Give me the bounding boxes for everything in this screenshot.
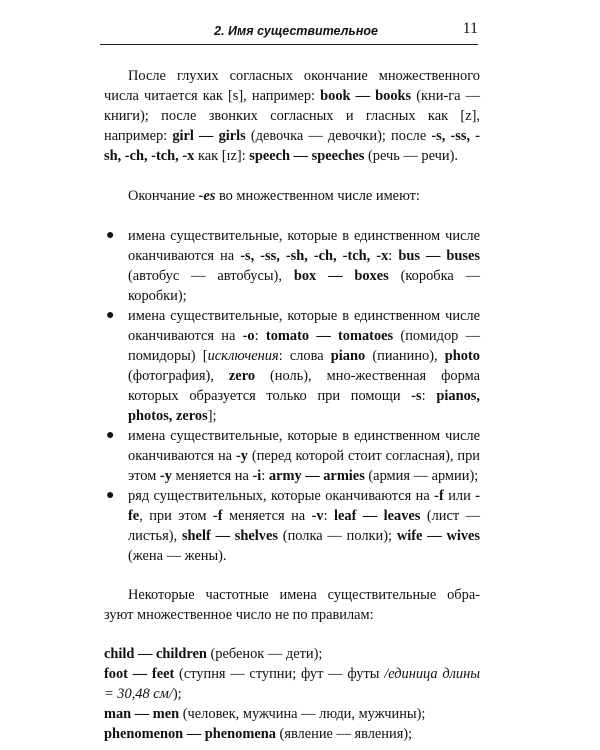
bullet-icon: ● [106,428,115,443]
example-line: phenomenon — phenomena (явление — явления); [104,726,413,742]
list-item: ● ряд существительных, которые оканчиваются на -f или -fe, при этом -f меняется на -v: leaf — leaves (лист — листья), shelf — shelves (полка — полки); wife — wives (жена — жены). [106,488,481,564]
irregular-examples [104,644,480,744]
paragraph-es-intro: Окончание -es во множественном числе имеют: [128,188,420,204]
running-header [100,18,478,45]
list-item: ● имена существительные, которые в единственном числе оканчиваются на -o: tomato — tomatoes (помидор — помидоры) [исключения: слова piano (пианино), photo (фотография), zero (ноль), мно-жественная форма которых образуется только при помощи -s: pianos, photos, zeros]; [106,308,480,424]
example-line: man — men (человек, мужчина — люди, мужчины); [104,706,426,722]
paragraph-pronunciation: После глухих согласных окончание множественного числа читается как [s], например: book — books (кни-га — книги); после звонких согласных и гласных как [z], например: girl — girls (девочка — девочки); после -s, -ss, -sh, -ch, -tch, -x как [ɪz]: speech — speeches (речь — речи). [104,68,481,164]
example-line: foot — feet (ступня — ступни; фут — футы /единица длины = 30,48 см/); [104,666,481,702]
bullet-icon: ● [106,488,115,503]
page-body [104,66,480,744]
list-item: ● имена существительные, которые в единственном числе оканчиваются на -s, -ss, -sh, -ch, -tch, -x: bus — buses (автобус — автобусы), box — boxes (коробка — коробки); [106,228,481,304]
bullet-icon: ● [106,228,115,243]
example-line: child — children (ребенок — дети); [104,646,323,662]
page-number: 11 [462,20,478,37]
bullet-icon: ● [106,308,115,323]
es-rules-list [104,226,480,566]
chapter-title: 2. Имя существительное [214,24,378,38]
list-item: ● имена существительные, которые в единственном числе оканчиваются на -y (перед которой стоит согласная), при этом -y меняется на -i: army — armies (армия — армии); [106,428,480,484]
paragraph-irregular-intro: Некоторые частотные имена существительные обра-зуют множественное число не по правилам: [104,587,480,623]
